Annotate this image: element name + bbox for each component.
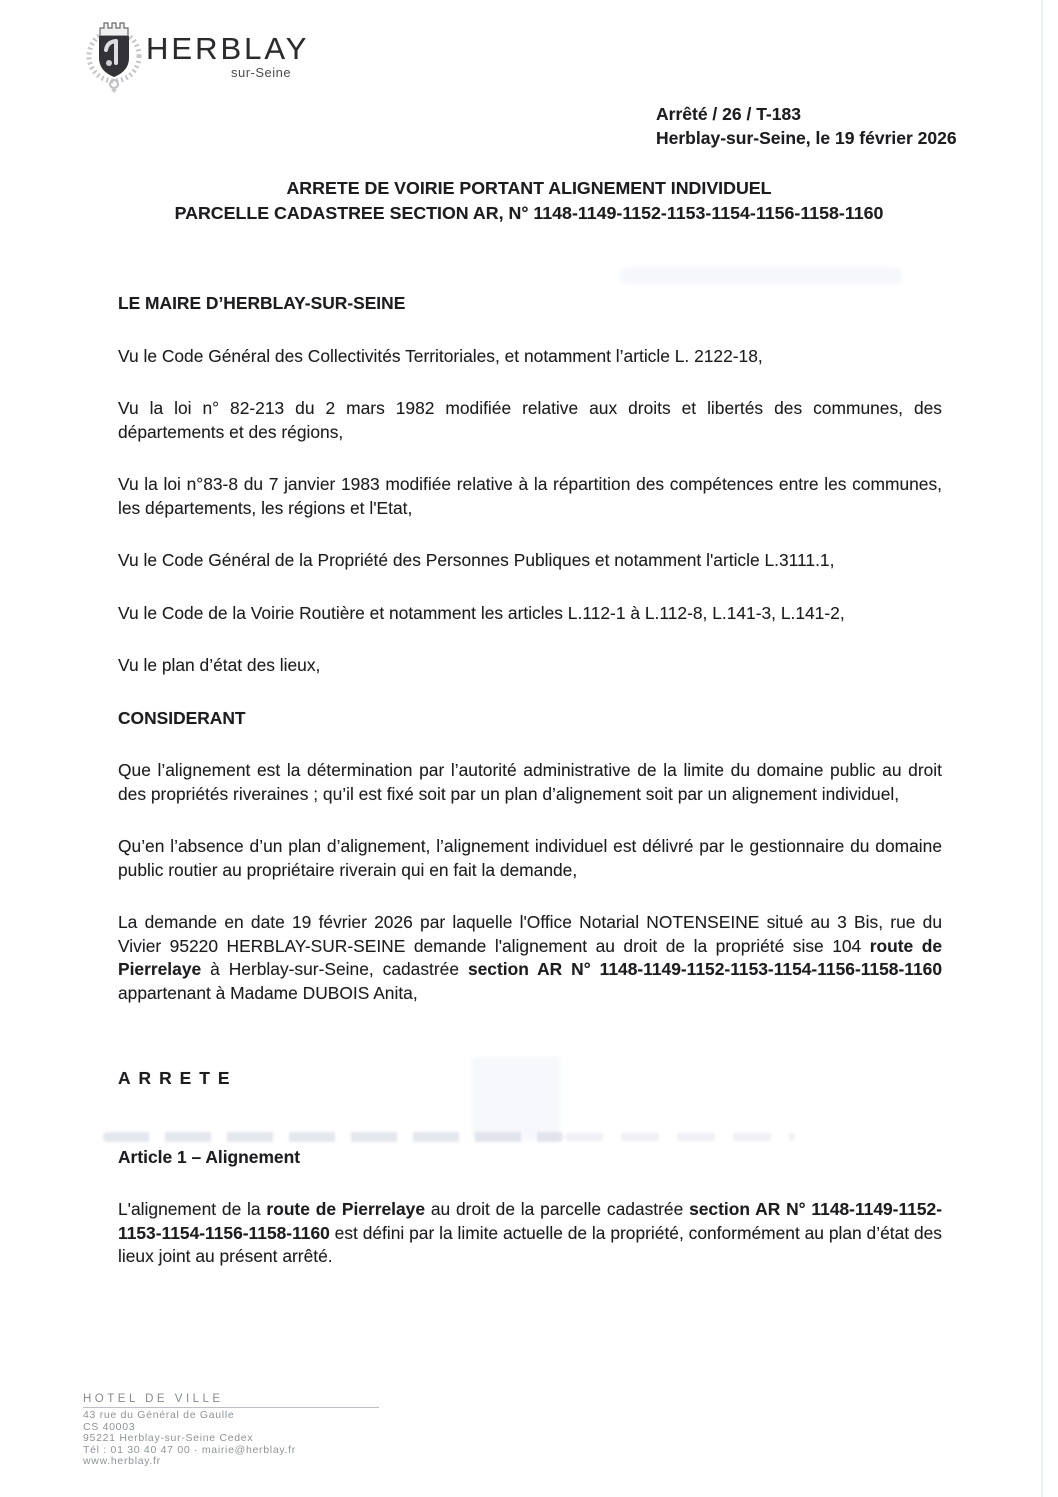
vu-paragraph-1: Vu le Code Général des Collectivités Territoriales, et notamment l’article L. 2122-18, xyxy=(118,345,763,366)
article-1-paragraph xyxy=(118,1198,942,1269)
article-1-parcel-numbers: section AR N° 1148-1149-1152-1153-1154-1156-1158-1160 xyxy=(118,1199,942,1243)
considerant-paragraph-2: Qu’en l’absence d’un plan d’alignement, l’alignement individuel est délivré par le gestionnaire du domaine public routier au propriétaire riverain qui en fait la demande, xyxy=(118,836,942,880)
article-1-text-1: L'alignement de la xyxy=(118,1199,267,1219)
place-and-date: Herblay-sur-Seine, le 19 février 2026 xyxy=(656,128,957,148)
footer-hotel-de-ville: HOTEL DE VILLE xyxy=(83,1394,379,1408)
considerant-heading: CONSIDERANT xyxy=(118,707,246,728)
request-text-2: à Herblay-sur-Seine, cadastrée xyxy=(201,959,468,979)
herblay-coat-of-arms-icon xyxy=(85,16,143,99)
town-hall-footer xyxy=(83,1394,379,1467)
article-1-text-2: au droit de la parcelle cadastrée xyxy=(425,1199,690,1219)
request-text-3: appartenant à Madame DUBOIS Anita, xyxy=(118,982,418,1003)
document-body xyxy=(118,292,942,1298)
document-title-line1: ARRETE DE VOIRIE PORTANT ALIGNEMENT INDIVIDUEL xyxy=(286,178,772,198)
request-text-1: La demande en date 19 février 2026 par laquelle l'Office Notarial NOTENSEINE situé au 3 Bis, rue du Vivier 95220 HERBLAY-SUR-SEINE demande l'alignement au droit de la propriété sise 104 xyxy=(118,912,942,956)
footer-phone-email: Tél : 01 30 40 47 00 · mairie@herblay.fr xyxy=(83,1443,296,1456)
footer-city: 95221 Herblay-sur-Seine Cedex xyxy=(83,1432,254,1445)
arrete-heading: ARRETE xyxy=(118,1068,238,1088)
vu-paragraph-3: Vu la loi n°83-8 du 7 janvier 1983 modifiée relative à la répartition des compétences entre les communes, les départements, les régions et l'Etat, xyxy=(118,474,942,518)
logo-title: HERBLAY xyxy=(146,31,310,66)
vu-paragraph-6: Vu le plan d’état des lieux, xyxy=(118,655,321,675)
mayor-heading: LE MAIRE D’HERBLAY-SUR-SEINE xyxy=(118,293,406,313)
article-1-road-name: route de Pierrelaye xyxy=(266,1199,425,1219)
footer-cs: CS 40003 xyxy=(83,1420,136,1433)
scan-artifact-smudge-top xyxy=(620,267,902,284)
article-1-text-3: est défini par la limite actuelle de la propriété, conformément au plan d’état des lieux joint au présent arrêté. xyxy=(118,1222,942,1266)
vu-paragraph-4: Vu le Code Général de la Propriété des Personnes Publiques et notamment l'article L.3111.1, xyxy=(118,550,835,570)
article-1-heading: Article 1 – Alignement xyxy=(118,1146,301,1167)
decree-number: Arrêté / 26 / T-183 xyxy=(656,104,801,124)
logo-subtitle: sur-Seine xyxy=(231,65,292,80)
vu-paragraph-2: Vu la loi n° 82-213 du 2 mars 1982 modifiée relative aux droits et libertés des communes, des départements et des régions, xyxy=(118,398,942,442)
footer-website: www.herblay.fr xyxy=(83,1455,161,1468)
reference-block xyxy=(656,102,957,150)
document-title xyxy=(0,176,1058,225)
considerant-paragraph-1: Que l’alignement est la détermination par l’autorité administrative de la limite du domaine public au droit des propriétés riveraines ; qu’il est fixé soit par un plan d’alignement soit par un alignement individuel, xyxy=(118,760,942,804)
footer-street: 43 rue du Général de Gaulle xyxy=(83,1409,235,1422)
request-road-name: route de Pierrelaye xyxy=(118,935,942,979)
request-parcel-numbers: section AR N° 1148-1149-1152-1153-1154-1156-1158-1160 xyxy=(467,959,942,979)
vu-paragraph-5: Vu le Code de la Voirie Routière et notamment les articles L.112-1 à L.112-8, L.141-3, L.141-2, xyxy=(118,602,845,623)
request-paragraph xyxy=(118,911,942,1005)
document-title-line2: PARCELLE CADASTREE SECTION AR, N° 1148-1149-1152-1153-1154-1156-1158-1160 xyxy=(174,202,884,223)
